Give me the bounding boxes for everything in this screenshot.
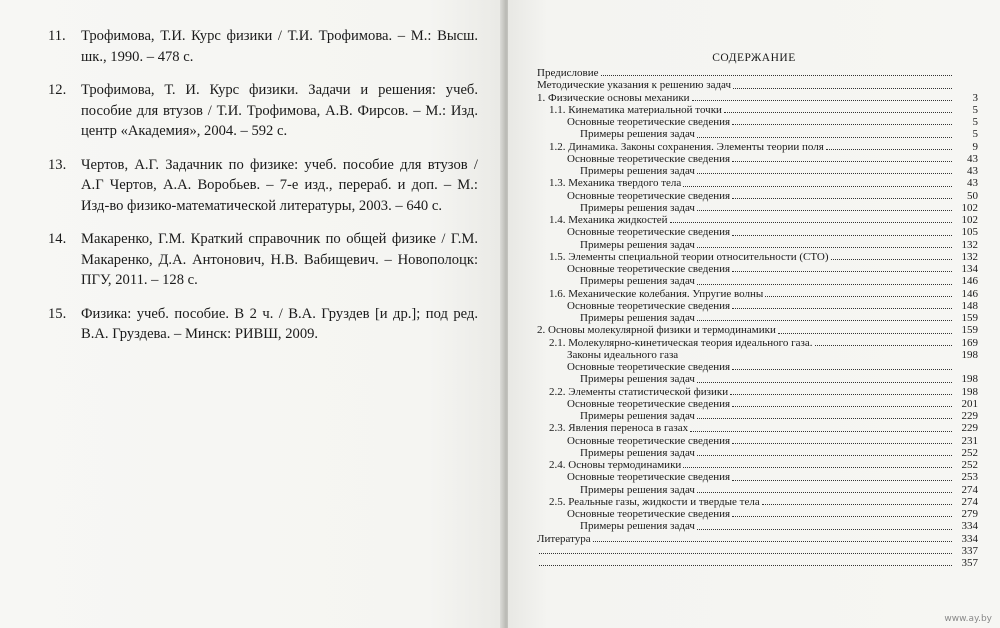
toc-leader-dots (733, 87, 952, 89)
toc-entry (508, 459, 978, 471)
toc-page-number: 134 (961, 263, 978, 275)
toc-leader-dots (732, 442, 952, 444)
toc-entry (508, 471, 978, 483)
toc-entry-label: Примеры решения задач (580, 446, 695, 459)
toc-page-number: 159 (961, 312, 978, 324)
toc-entry-label: Основные теоретические сведения (567, 116, 731, 128)
toc-entry-label: Основные теоретические сведения (567, 471, 731, 484)
toc-leader-dots (697, 209, 952, 211)
toc-page-number: 231 (961, 434, 978, 447)
bibliography-number: 13. (48, 156, 67, 173)
toc-page-number: 229 (961, 422, 978, 435)
toc-entry (508, 447, 978, 459)
toc-page-number: 132 (961, 238, 978, 251)
toc-leader-dots (697, 454, 952, 456)
toc-entry-label: Примеры решения задач (580, 483, 695, 496)
toc-entry-label: 1.5. Элементы специальной теории относительности (СТО) (549, 250, 829, 263)
toc-entry (508, 312, 978, 324)
toc-entry (508, 116, 978, 128)
bibliography-item (48, 229, 478, 291)
toc-page-number: 148 (961, 299, 978, 312)
toc-leader-dots (732, 197, 952, 199)
toc-entry (508, 410, 978, 422)
toc-page-number: 252 (961, 446, 978, 459)
toc-page-number: 334 (961, 520, 978, 533)
toc-page-number: 252 (961, 459, 978, 471)
toc-entry (508, 520, 978, 532)
toc-entry (508, 496, 978, 508)
toc-entry-label: 1. Физические основы механики (537, 91, 690, 104)
toc-entry (508, 214, 978, 226)
toc-leader-dots (690, 430, 952, 432)
toc-leader-dots (697, 136, 952, 138)
toc-leader-dots (683, 185, 952, 187)
toc-leader-dots (732, 307, 952, 309)
toc-entry-label: Основные теоретические сведения (567, 263, 731, 275)
right-page (508, 0, 1000, 628)
toc-entry (508, 557, 978, 569)
toc-page-number: 43 (967, 152, 978, 165)
toc-page-number: 5 (972, 103, 978, 116)
toc-page-number: 279 (961, 508, 978, 520)
toc-leader-dots (762, 503, 952, 505)
toc-entry-label: Примеры решения задач (580, 373, 695, 386)
toc-entry (508, 202, 978, 214)
toc-entry (508, 239, 978, 251)
toc-leader-dots (831, 258, 952, 260)
toc-title: СОДЕРЖАНИЕ (712, 52, 796, 64)
bibliography-text: Макаренко, Г.М. Краткий справочник по общей физике / Г.М. Макаренко, Д.А. Антонович, Н.В. Вабищевич. – Новополоцк: ПГУ, 2011. – 128 с. (81, 231, 478, 288)
toc-entry (508, 508, 978, 520)
toc-entry (508, 300, 978, 312)
toc-entry (508, 104, 978, 116)
bibliography-number: 15. (48, 305, 67, 322)
toc-entry-label: 1.3. Механика твердого тела (549, 177, 682, 190)
toc-page-number: 274 (961, 483, 978, 496)
bibliography-text: Трофимова, Т. И. Курс физики. Задачи и решения: учеб. пособие для втузов / Т.И. Трофимова, А.В. Фирсов. – М.: Изд. центр «Академия», 2004. – 592 с. (81, 82, 478, 139)
toc-entry-label: Примеры решения задач (580, 128, 695, 141)
toc-leader-dots (732, 405, 952, 407)
bibliography-item (48, 155, 478, 217)
toc-entry (508, 545, 978, 557)
bibliography-number: 11. (48, 28, 66, 44)
bibliography-number: 14. (48, 231, 67, 247)
toc-entry-label: Примеры решения задач (580, 275, 695, 288)
toc-leader-dots (697, 381, 952, 383)
toc-page-number: 105 (961, 226, 978, 239)
toc-entry-label: Методические указания к решению задач (537, 79, 732, 92)
toc-leader-dots (539, 552, 952, 554)
toc-entry-label: Основные теоретические сведения (567, 397, 731, 410)
toc-entry (508, 153, 978, 165)
toc-entry-label: Предисловие (537, 67, 599, 79)
toc-page-number: 253 (961, 471, 978, 484)
toc-leader-dots (730, 393, 952, 395)
toc-entry (508, 226, 978, 238)
toc-page-number: 102 (961, 214, 978, 226)
toc-entry-label: 2.3. Явления переноса в газах (549, 422, 689, 435)
toc-page-number: 5 (972, 128, 978, 141)
toc-leader-dots (765, 295, 952, 297)
toc-page-number: 198 (961, 373, 978, 386)
toc-page-number: 337 (961, 544, 978, 557)
toc-page-number: 274 (961, 495, 978, 508)
toc-entry-label: 2. Основы молекулярной физики и термодинамики (537, 324, 776, 337)
toc-entry (508, 349, 978, 361)
toc-entry (508, 484, 978, 496)
toc-entry-label: 2.2. Элементы статистической физики (549, 385, 729, 398)
toc-entry (508, 128, 978, 140)
toc-entry-label: 2.4. Основы термодинамики (549, 459, 682, 471)
toc-page-number: 198 (961, 385, 978, 398)
toc-entry-label: Основные теоретические сведения (567, 361, 731, 373)
toc-leader-dots (732, 234, 952, 236)
toc-entry (508, 288, 978, 300)
toc-leader-dots (697, 417, 952, 419)
toc-entry (508, 79, 978, 91)
toc-page-number: 43 (967, 165, 978, 177)
toc-entry-label: Основные теоретические сведения (567, 508, 731, 520)
toc-entry (508, 190, 978, 202)
toc-entry-label: Литература (537, 532, 591, 545)
toc-entry-label: Основные теоретические сведения (567, 299, 731, 312)
toc-entry-label: Примеры решения задач (580, 312, 695, 324)
toc-entry (508, 435, 978, 447)
toc-entry (508, 177, 978, 189)
toc-entry-label: 2.1. Молекулярно-кинетическая теория идеального газа. (549, 336, 813, 349)
toc-page-number: 201 (961, 397, 978, 410)
toc-entry-label: Примеры решения задач (580, 520, 695, 533)
toc-entry-label: Примеры решения задач (580, 238, 695, 251)
toc-entry-label: Основные теоретические сведения (567, 226, 731, 239)
toc-entry-label: Примеры решения задач (580, 410, 695, 422)
toc-entry (508, 251, 978, 263)
toc-leader-dots (732, 270, 952, 272)
toc-leader-dots (732, 515, 952, 517)
bibliography-number: 12. (48, 82, 67, 98)
toc-page-number: 132 (961, 250, 978, 263)
toc-entry (508, 275, 978, 287)
toc-page-number: 146 (961, 287, 978, 300)
toc-leader-dots (826, 148, 952, 150)
bibliography-text: Трофимова, Т.И. Курс физики / Т.И. Трофимова. – М.: Высш. шк., 1990. – 478 с. (81, 28, 478, 65)
toc-leader-dots (697, 319, 952, 321)
toc-leader-dots (697, 491, 952, 493)
toc-entry-label: 1.6. Механические колебания. Упругие волны (549, 287, 764, 300)
toc-leader-dots (697, 246, 952, 248)
toc-page-number: 9 (972, 140, 978, 153)
toc-leader-dots (697, 172, 952, 174)
bibliography-text: Чертов, А.Г. Задачник по физике: учеб. пособие для втузов / А.Г Чертов, А.А. Воробьев. – 7-е изд., перераб. и доп. – М.: Изд-во физико-математической литературы, 2003. – 640 с. (81, 156, 478, 214)
toc-page-number: 357 (961, 557, 978, 569)
toc-entry (508, 398, 978, 410)
toc-entry-label: Законы идеального газа (567, 348, 679, 361)
toc-entry-label: 1.2. Динамика. Законы сохранения. Элементы теории поля (549, 140, 824, 153)
bibliography-item (48, 304, 478, 345)
toc-page-number: 3 (972, 91, 978, 104)
toc-page-number: 43 (967, 177, 978, 190)
toc-leader-dots (724, 111, 952, 113)
toc-leader-dots (732, 368, 952, 370)
toc-entry (508, 141, 978, 153)
toc-leader-dots (732, 479, 952, 481)
toc-page-number: 169 (961, 336, 978, 349)
toc-entry-label: Основные теоретические сведения (567, 152, 731, 165)
toc-leader-dots (778, 332, 952, 334)
toc-leader-dots (697, 283, 952, 285)
watermark: www.ay.by (944, 614, 992, 624)
toc-page-number: 50 (967, 189, 978, 202)
toc-leader-dots (539, 564, 952, 566)
toc-leader-dots (601, 74, 953, 76)
bibliography-list (48, 26, 478, 358)
toc-leader-dots (815, 344, 952, 346)
toc-entry (508, 386, 978, 398)
toc-leader-dots (697, 528, 952, 530)
toc-entry (508, 373, 978, 385)
toc-entry (508, 92, 978, 104)
bibliography-text: Физика: учеб. пособие. В 2 ч. / В.А. Груздев [и др.]; под ред. В.А. Груздева. – Минск: РИВШ, 2009. (81, 305, 478, 342)
toc-entry-label: 1.4. Механика жидкостей (549, 214, 668, 226)
toc-leader-dots (670, 221, 952, 223)
toc-entry (508, 324, 978, 336)
toc-leader-dots (732, 123, 952, 125)
toc-page-number: 229 (961, 410, 978, 422)
toc-entry-label: 2.5. Реальные газы, жидкости и твердые тела (549, 495, 760, 508)
toc-page-number: 146 (961, 275, 978, 288)
toc-entry (508, 165, 978, 177)
bibliography-item (48, 80, 478, 142)
toc-entry (508, 337, 978, 349)
toc-entry-label: Основные теоретические сведения (567, 189, 731, 202)
toc-entry (508, 67, 978, 79)
table-of-contents (508, 67, 978, 569)
toc-entry-label: Примеры решения задач (580, 165, 695, 177)
toc-entry-label: Примеры решения задач (580, 201, 695, 214)
toc-leader-dots (593, 540, 952, 542)
toc-entry-label: Основные теоретические сведения (567, 434, 731, 447)
toc-entry (508, 263, 978, 275)
toc-leader-dots (692, 99, 952, 101)
toc-page-number: 5 (972, 116, 978, 128)
toc-entry (508, 533, 978, 545)
bibliography-item (48, 26, 478, 67)
toc-leader-dots (732, 160, 952, 162)
toc-page-number: 334 (961, 532, 978, 545)
toc-entry (508, 361, 978, 373)
toc-leader-dots (683, 466, 952, 468)
toc-page-number: 102 (961, 201, 978, 214)
toc-entry (508, 422, 978, 434)
toc-entry-label: 1.1. Кинематика материальной точки (549, 103, 722, 116)
toc-page-number: 159 (961, 324, 978, 337)
toc-page-number: 198 (961, 348, 978, 361)
